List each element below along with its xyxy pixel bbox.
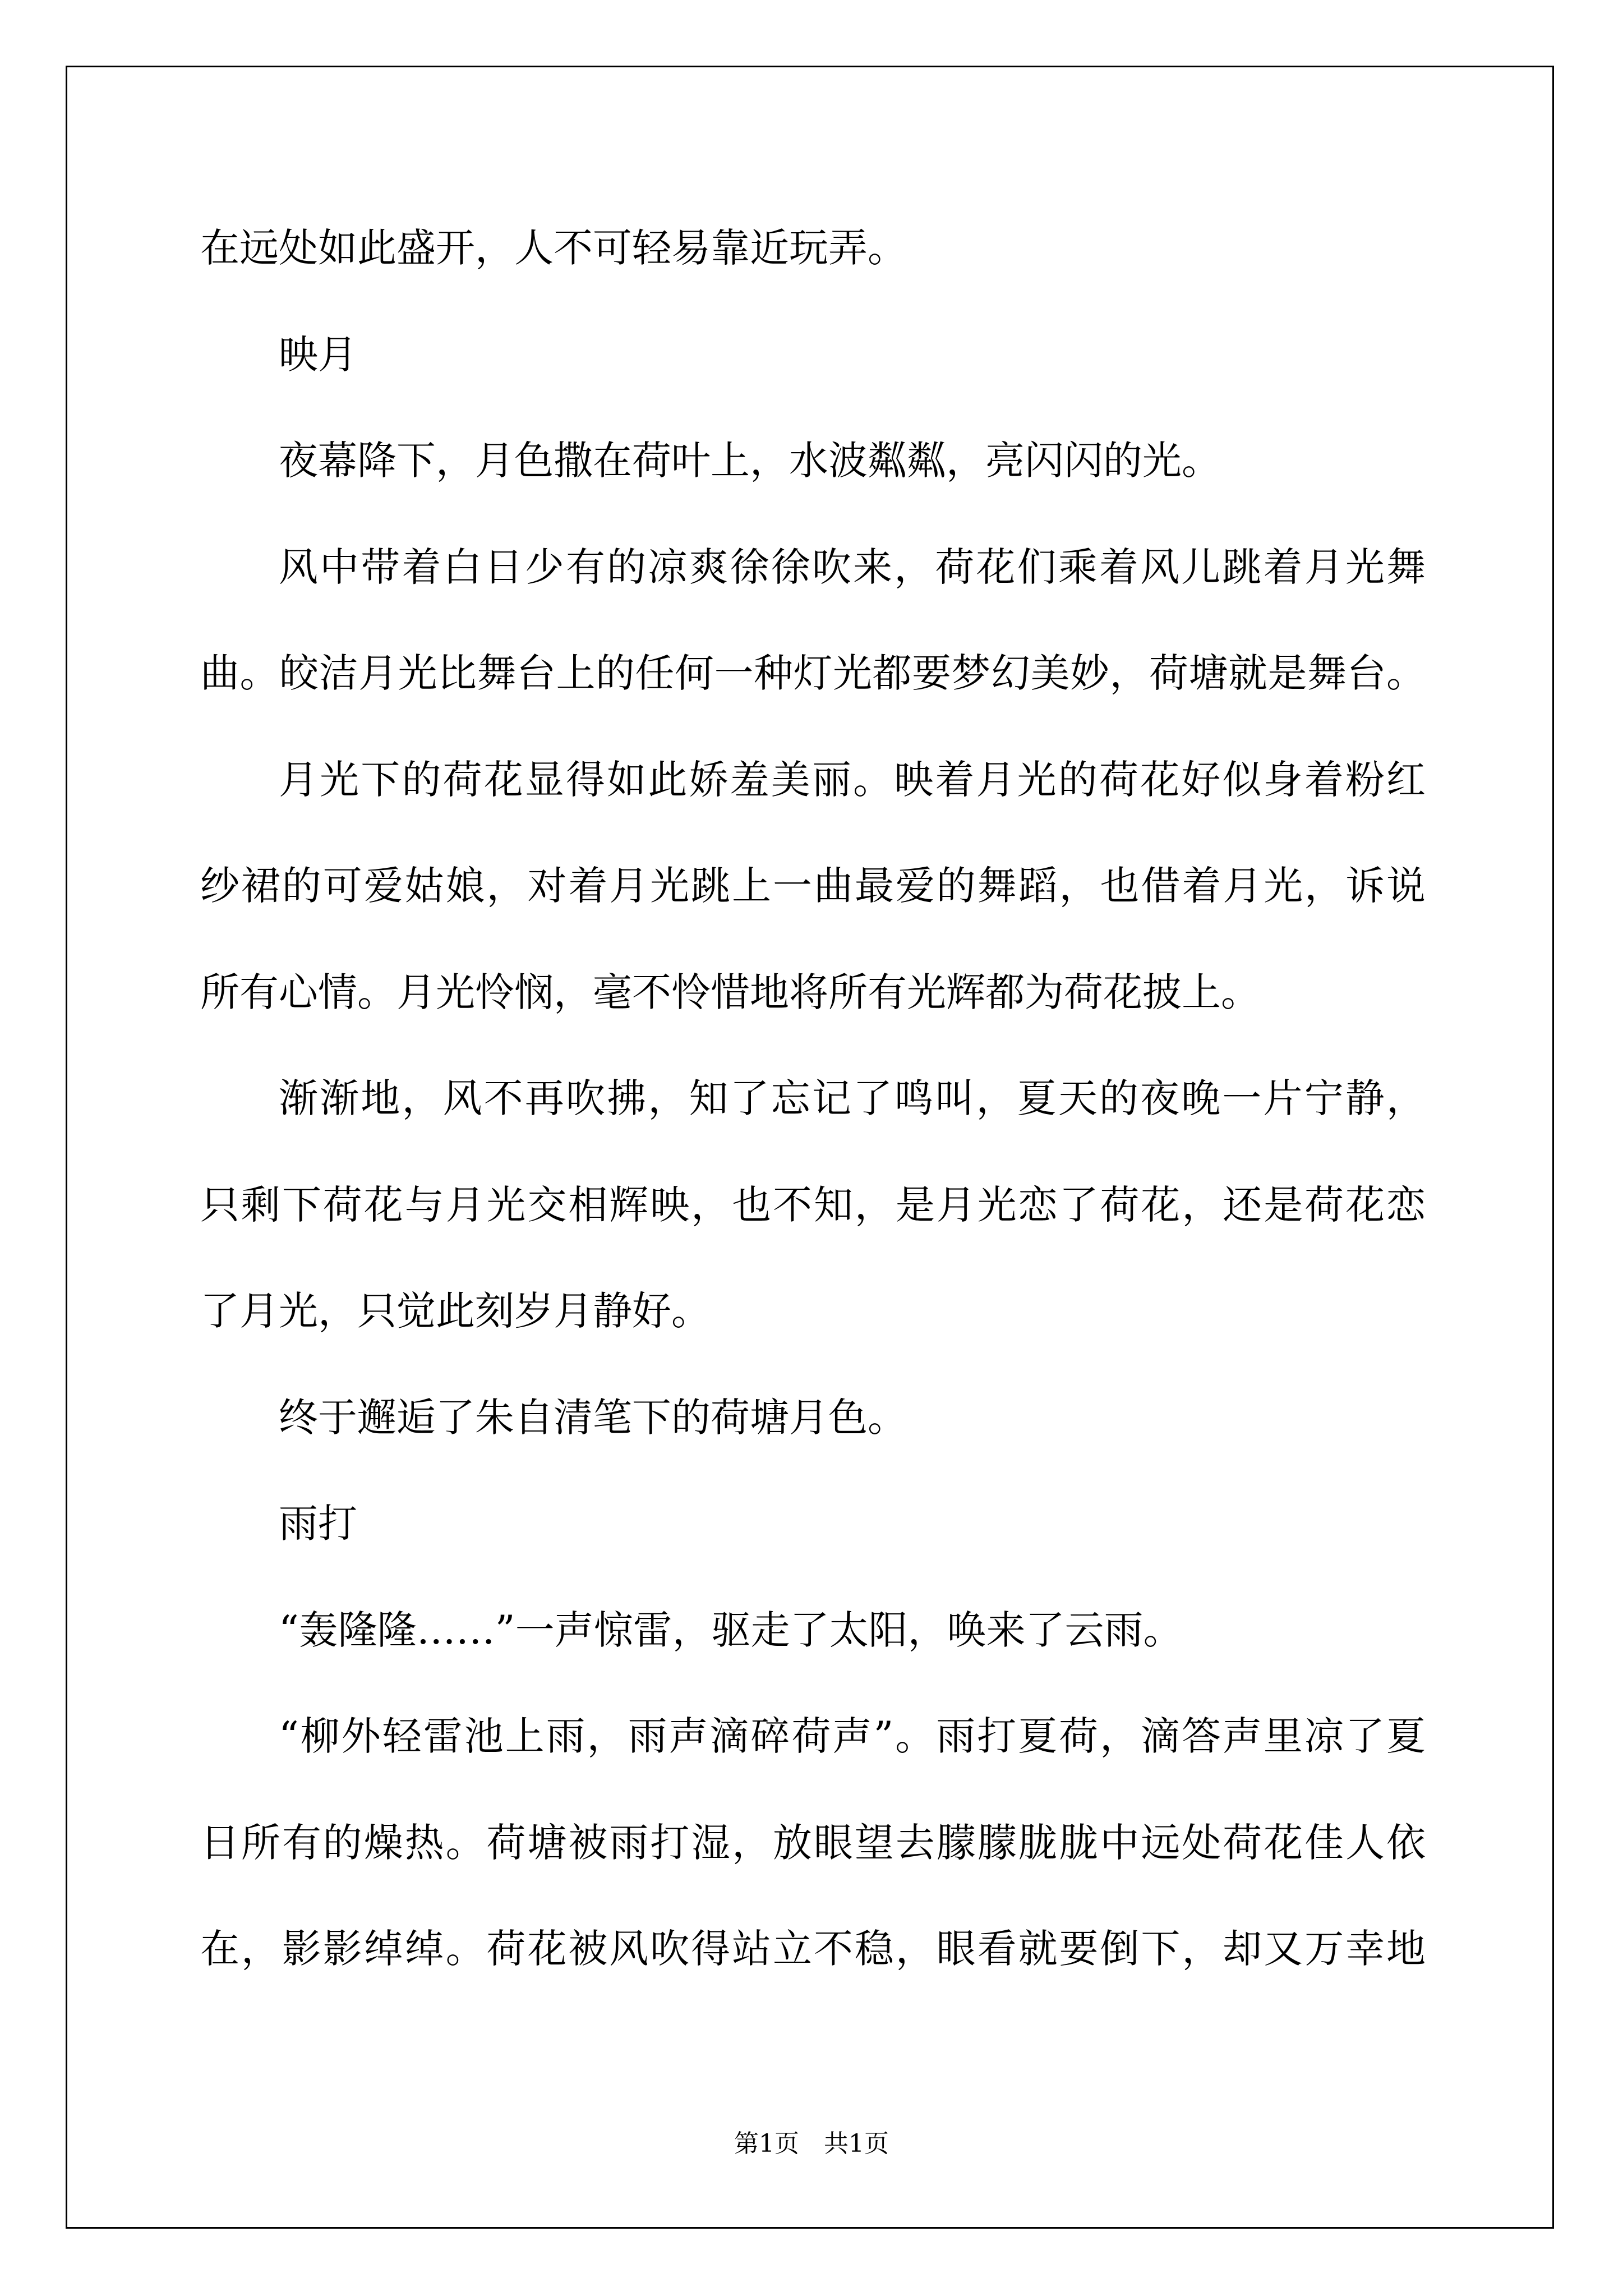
section-heading: 映月 [279, 331, 357, 378]
text-line: 纱裙的可爱姑娘，对着月光跳上一曲最爱的舞蹈，也借着月光，诉说 [200, 863, 1426, 909]
text-line: 在，影影绰绰。荷花被风吹得站立不稳，眼看就要倒下，却又万幸地 [200, 1926, 1426, 1972]
text-line: 只剩下荷花与月光交相辉映，也不知，是月光恋了荷花，还是荷花恋 [200, 1181, 1426, 1228]
text-line: 日所有的燥热。荷塘被雨打湿，放眼望去朦朦胧胧中远处荷花佳人依 [200, 1819, 1426, 1866]
text-line: 渐渐地，风不再吹拂，知了忘记了鸣叫，夏天的夜晚一片宁静， [279, 1075, 1426, 1121]
text-line: 夜幕降下，月色撒在荷叶上，水波粼粼，亮闪闪的光。 [279, 438, 1221, 484]
document-body [200, 195, 1426, 2003]
page-footer: 第1页 共1页 [734, 2129, 889, 2158]
section-heading: 雨打 [279, 1501, 357, 1547]
text-line: 所有心情。月光怜悯，毫不怜惜地将所有光辉都为荷花披上。 [200, 969, 1260, 1015]
text-line: “柳外轻雷池上雨，雨声滴碎荷声”。雨打夏荷，滴答声里凉了夏 [279, 1713, 1426, 1759]
text-line: 在远处如此盛开，人不可轻易靠近玩弄。 [200, 225, 907, 271]
text-line: 月光下的荷花显得如此娇羞美丽。映着月光的荷花好似身着粉红 [279, 756, 1426, 803]
text-line: “轰隆隆……”一声惊雷，驱走了太阳，唤来了云雨。 [279, 1607, 1183, 1653]
text-line: 了月光，只觉此刻岁月静好。 [200, 1288, 711, 1334]
text-line: 风中带着白日少有的凉爽徐徐吹来，荷花们乘着风儿跳着月光舞 [279, 544, 1426, 590]
text-line: 终于邂逅了朱自清笔下的荷塘月色。 [279, 1394, 907, 1441]
text-line: 曲。皎洁月光比舞台上的任何一种灯光都要梦幻美妙，荷塘就是舞台。 [200, 650, 1426, 696]
